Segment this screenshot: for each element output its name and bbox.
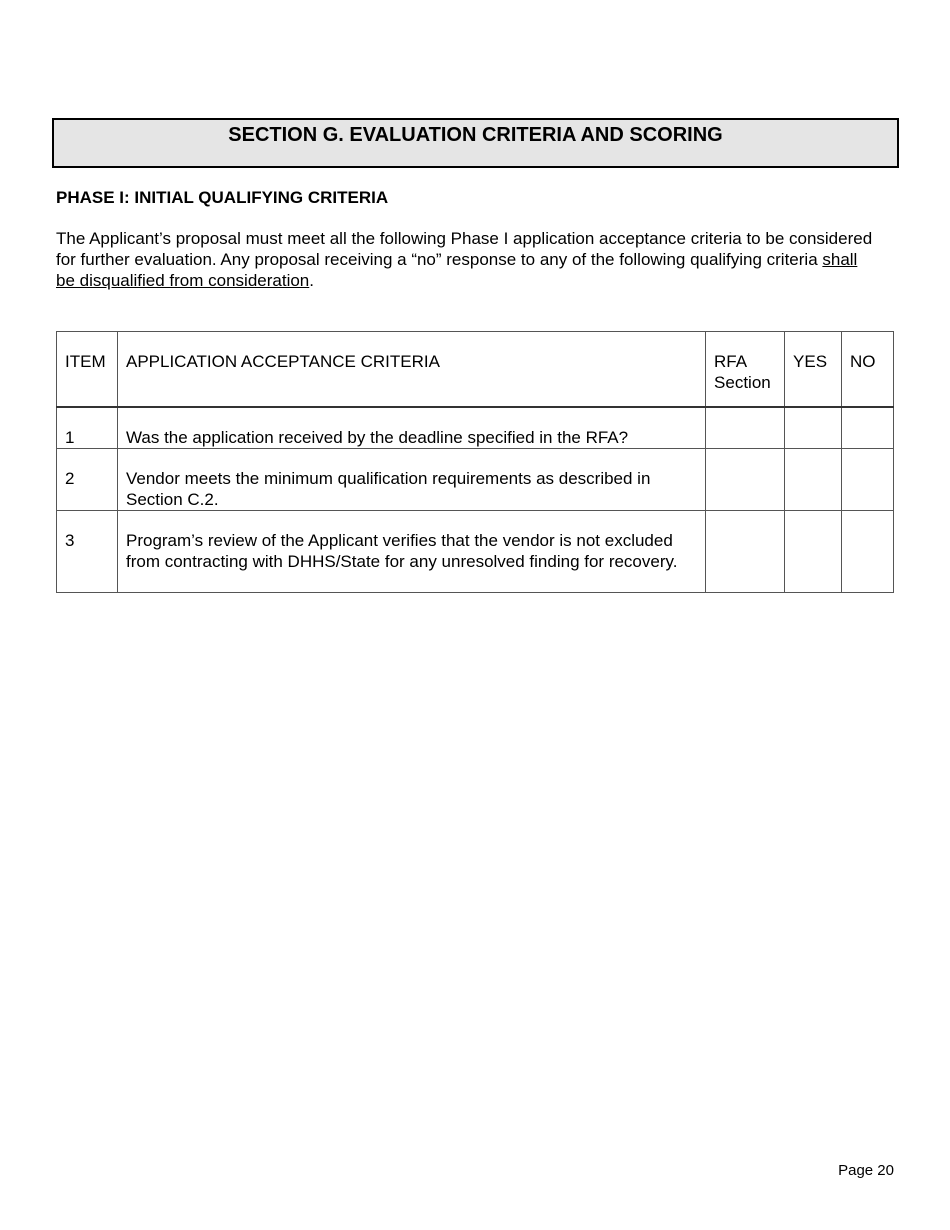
header-rfa-section — [706, 332, 785, 408]
row-item-number: 3 — [57, 511, 118, 593]
row-criteria-text: Was the application received by the deadline specified in the RFA? — [117, 407, 705, 449]
row-item-number: 2 — [57, 449, 118, 511]
table-row — [57, 407, 894, 449]
header-yes: YES — [785, 332, 842, 408]
row-yes-cell[interactable] — [785, 511, 842, 593]
header-no: NO — [842, 332, 894, 408]
row-no-cell[interactable] — [842, 511, 894, 593]
table-row — [57, 511, 894, 593]
row-rfa-section-cell[interactable] — [706, 407, 785, 449]
page-number: Page 20 — [838, 1162, 894, 1179]
row-item-number: 1 — [57, 407, 118, 449]
row-criteria-text: Program’s review of the Applicant verifies that the vendor is not excluded from contracting with DHHS/State for any unresolved finding for recovery. — [117, 511, 705, 593]
row-rfa-section-cell[interactable] — [706, 449, 785, 511]
row-rfa-section-cell[interactable] — [706, 511, 785, 593]
header-rfa-line2: Section — [714, 373, 771, 392]
row-yes-cell[interactable] — [785, 449, 842, 511]
section-title: SECTION G. EVALUATION CRITERIA AND SCORING — [228, 124, 723, 146]
header-rfa-line1: RFA — [714, 352, 748, 371]
acceptance-criteria-table — [56, 331, 894, 593]
intro-paragraph — [56, 228, 876, 291]
row-no-cell[interactable] — [842, 407, 894, 449]
row-criteria-text: Vendor meets the minimum qualification requirements as described in Section C.2. — [117, 449, 705, 511]
disqualified-underlined-text: shall be disqualified from consideration — [56, 250, 858, 290]
intro-text-end: . — [309, 271, 314, 290]
header-criteria: APPLICATION ACCEPTANCE CRITERIA — [117, 332, 705, 408]
header-item: ITEM — [57, 332, 118, 408]
row-yes-cell[interactable] — [785, 407, 842, 449]
table-header-row — [57, 332, 894, 408]
row-no-cell[interactable] — [842, 449, 894, 511]
section-header-box — [52, 118, 899, 168]
intro-text: The Applicant’s proposal must meet all the following Phase I application acceptance criteria to be considered for further evaluation. Any proposal receiving a “no” response to any of the following qualifying criteria — [56, 229, 873, 269]
table-row — [57, 449, 894, 511]
phase-heading: PHASE I: INITIAL QUALIFYING CRITERIA — [56, 188, 389, 207]
